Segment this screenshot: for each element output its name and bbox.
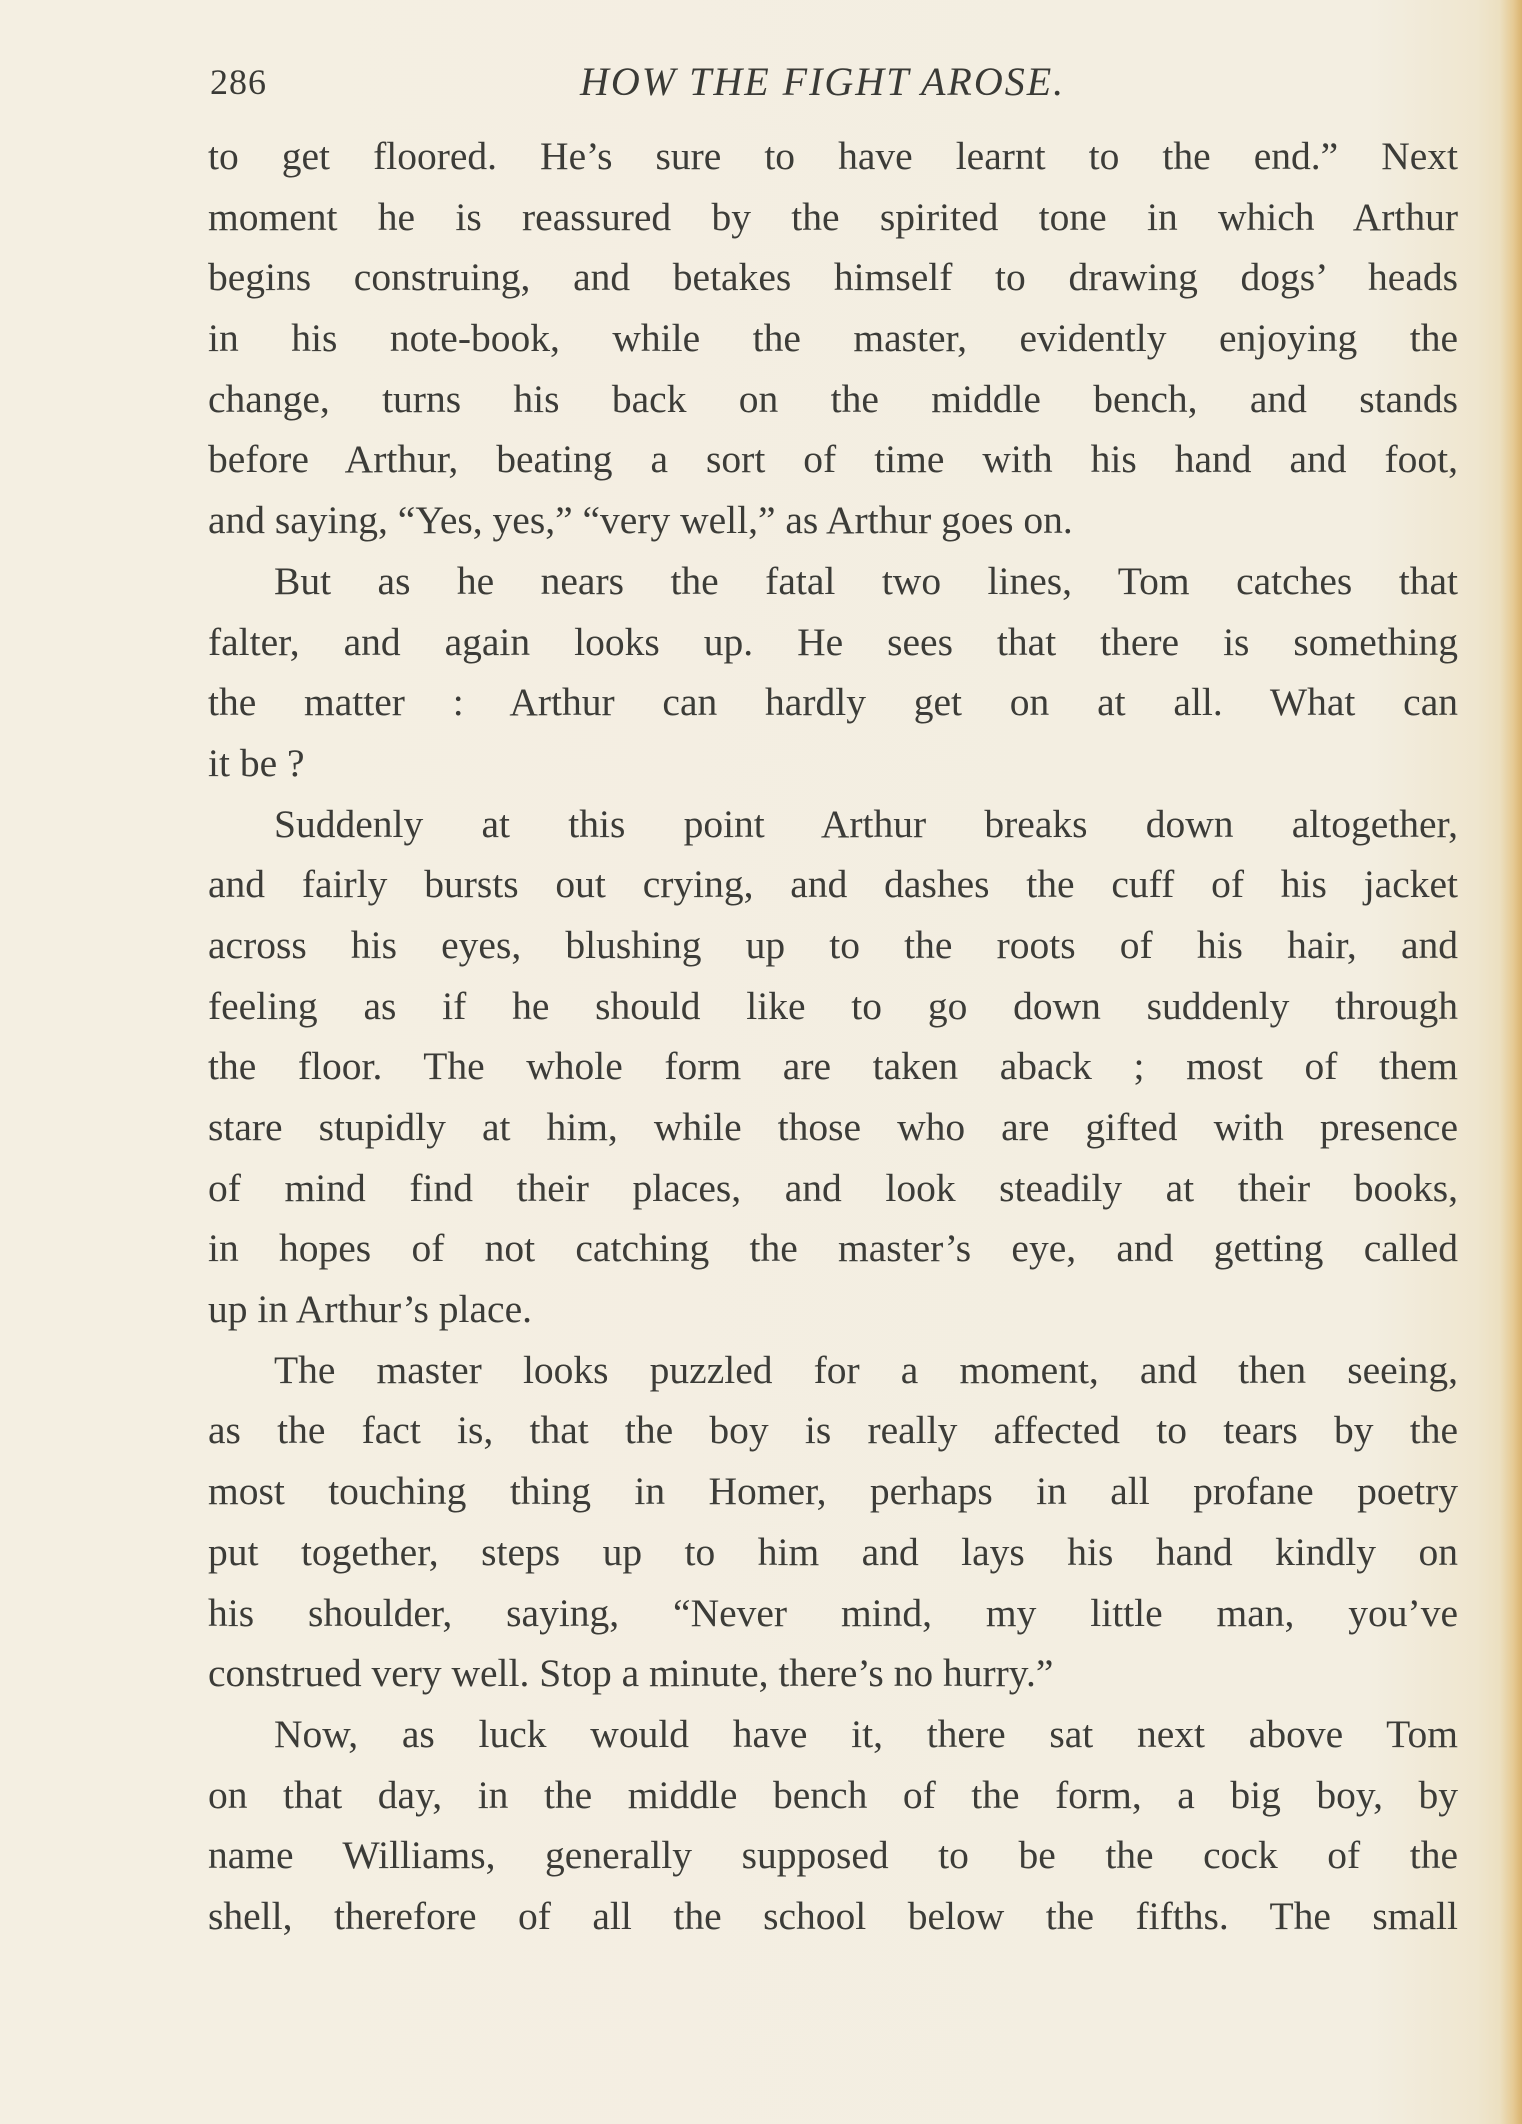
text-line: put together, steps up to him and lays his hand kindly on: [208, 1529, 1458, 1574]
text-line: as the fact is, that the boy is really affected to tears by the: [208, 1408, 1458, 1453]
text-line: most touching thing in Homer, perhaps in all profane poetry: [208, 1469, 1458, 1514]
text-line: Suddenly at this point Arthur breaks down altogether,: [274, 801, 1458, 846]
text-line: the matter : Arthur can hardly get on at all. What can: [208, 680, 1458, 725]
text-line: shell, therefore of all the school below the fifths. The small: [208, 1893, 1458, 1938]
text-line: begins construing, and betakes himself to drawing dogs’ heads: [208, 255, 1458, 300]
text-line: in his note-book, while the master, evidently enjoying the: [208, 316, 1458, 361]
text-line: his shoulder, saying, “Never mind, my little man, you’ve: [208, 1590, 1458, 1635]
text-line: falter, and again looks up. He sees that there is something: [208, 619, 1458, 664]
page-edge-shading: [1500, 0, 1522, 2124]
body-text: [208, 126, 1458, 1947]
page-number: 286: [210, 62, 267, 102]
text-line: Now, as luck would have it, there sat next above Tom: [274, 1711, 1458, 1756]
text-line: to get floored. He’s sure to have learnt to the end.” Next: [208, 134, 1458, 178]
text-line: change, turns his back on the middle bench, and stands: [208, 376, 1458, 421]
text-line: feeling as if he should like to go down suddenly through: [208, 983, 1458, 1028]
running-head: HOW THE FIGHT AROSE.: [580, 59, 1066, 104]
text-line: up in Arthur’s place.: [208, 1287, 532, 1332]
text-line: of mind find their places, and look steadily at their books,: [208, 1165, 1458, 1210]
text-line: it be ?: [208, 740, 305, 785]
text-line: and saying, “Yes, yes,” “very well,” as Arthur goes on.: [208, 498, 1073, 543]
text-line: across his eyes, blushing up to the roots of his hair, and: [208, 922, 1458, 967]
text-line: and fairly bursts out crying, and dashes the cuff of his jacket: [208, 862, 1458, 907]
text-line: name Williams, generally supposed to be the cock of the: [208, 1833, 1458, 1878]
text-line: But as he nears the fatal two lines, Tom catches that: [274, 558, 1458, 603]
text-line: before Arthur, beating a sort of time with his hand and foot,: [208, 437, 1458, 482]
text-line: on that day, in the middle bench of the form, a big boy, by: [208, 1772, 1458, 1817]
text-line: construed very well. Stop a minute, there’s no hurry.”: [208, 1651, 1054, 1696]
text-line: The master looks puzzled for a moment, and then seeing,: [274, 1347, 1458, 1392]
text-line: the floor. The whole form are taken aback ; most of them: [208, 1044, 1458, 1089]
page-header: [210, 52, 1450, 112]
text-line: moment he is reassured by the spirited tone in which Arthur: [208, 194, 1458, 239]
text-line: in hopes of not catching the master’s eye, and getting called: [208, 1226, 1458, 1271]
text-line: stare stupidly at him, while those who are gifted with presence: [208, 1105, 1458, 1149]
